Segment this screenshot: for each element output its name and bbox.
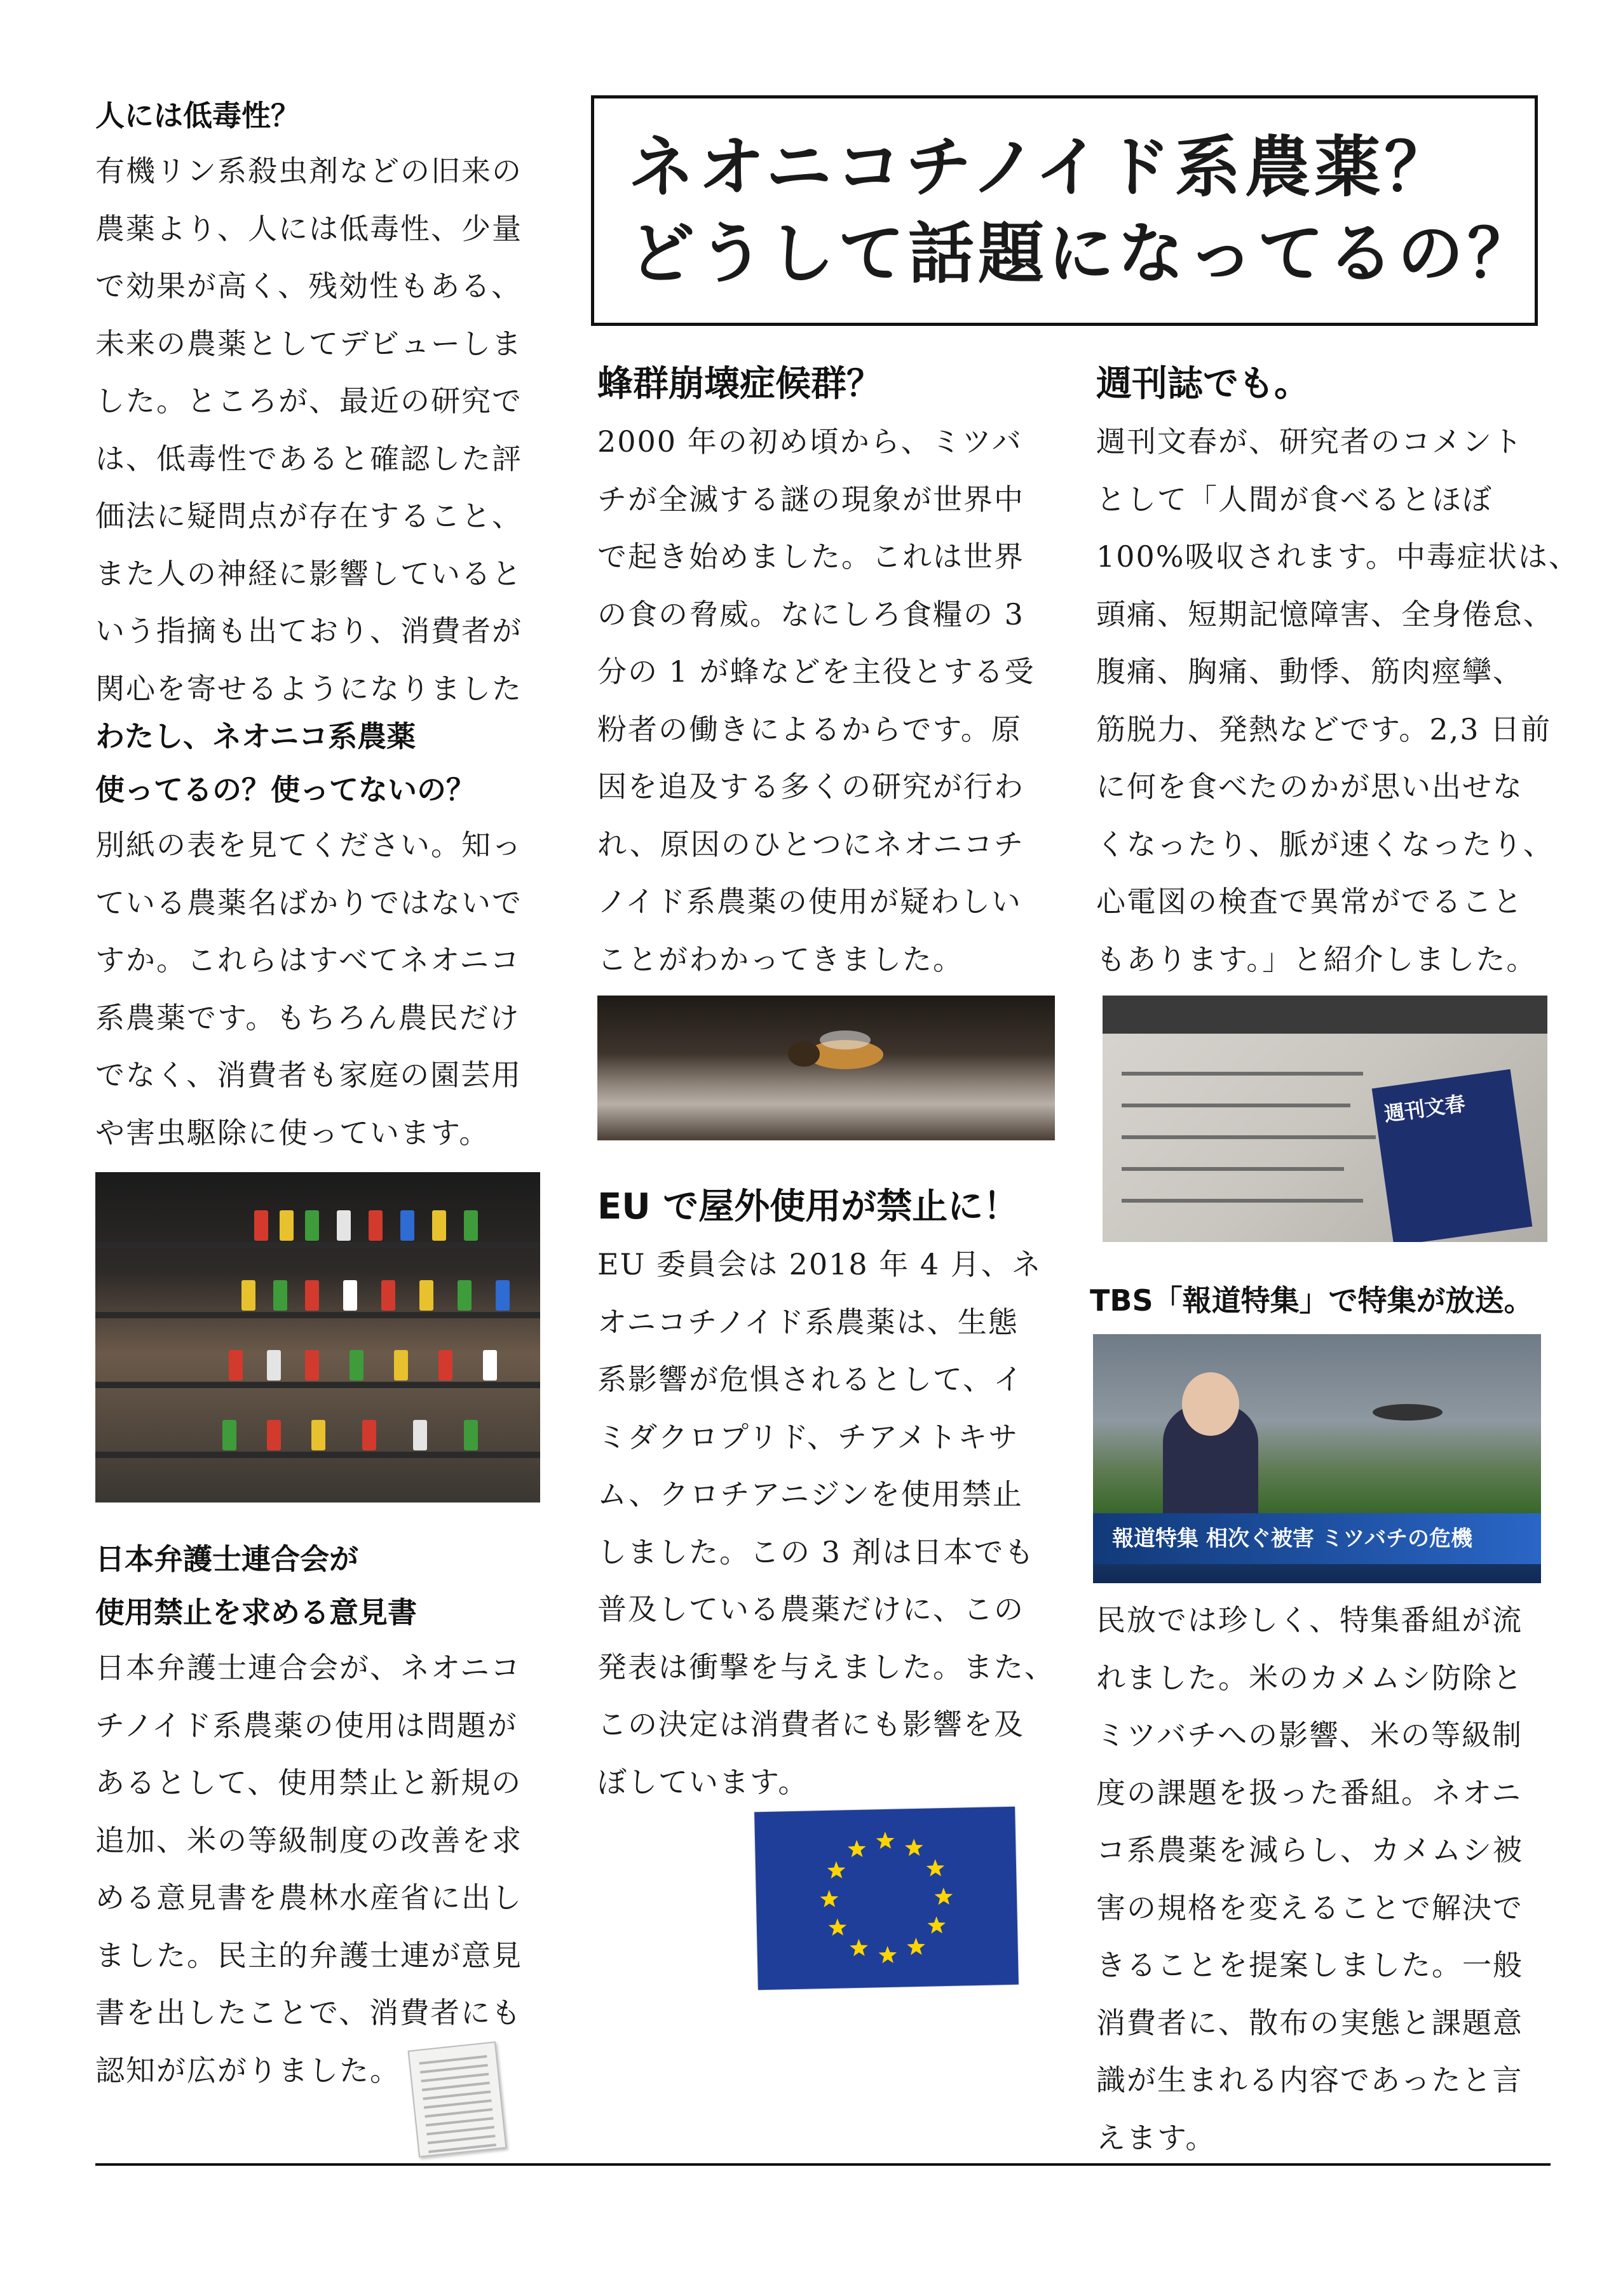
text-line: ている農薬名ばかりではないで [95,885,522,920]
eu-star-icon [907,1938,925,1955]
text-line: 農薬より、人には低毒性、少量 [95,211,522,246]
column-right-section2 [1090,1274,1560,1327]
heading-eu-ban: EU で屋外使用が禁止に！ [597,1186,1019,1227]
text-line: 頭痛、短期記憶障害、全身倦怠、 [1096,597,1554,631]
text-line: でなく、消費者も家庭の園芸用 [95,1058,522,1092]
text-line: EU 委員会は 2018 年 4 月、ネ [597,1247,1042,1281]
text-line: で効果が高く、残効性もある、 [95,269,522,303]
text-line: 有機リン系殺虫剤などの旧来の [95,154,522,188]
tv-caption: 報道特集 相次ぐ被害 ミツバチの危機 [1093,1513,1541,1564]
heading-weekly-magazine: 週刊誌でも。 [1096,363,1310,405]
text-line: 100%吸収されます。中毒症状は、 [1096,539,1579,574]
text-line: の食の脅威。なにしろ食糧の 3 [597,597,1024,631]
text-line: もあります。」と紹介しました。 [1096,942,1537,976]
text-line: 腹痛、胸痛、動悸、筋肉痙攣、 [1096,654,1523,689]
title-box [591,95,1538,326]
text-line: 発表は衝撃を与えました。また、 [597,1649,1055,1684]
text-line: める意見書を農林水産省に出し [95,1881,522,1915]
text-line: 害の規格を変えることで解決で [1096,1890,1523,1925]
eu-star-icon [827,1861,846,1879]
text-line: すか。これらはすべてネオニコ [95,943,521,977]
text-line: 心電図の検査で異常がでること [1096,884,1523,919]
eu-flag-icon [754,1807,1019,1990]
text-line: えます。 [1096,2120,1216,2155]
eu-star-icon [878,1946,897,1964]
column-left-section2 [95,710,553,1161]
text-line: 別紙の表を見てください。知っ [95,828,522,862]
text-line: 系農薬です。もちろん農民だけ [95,1000,520,1035]
text-line: チノイド系農薬の使用は問題が [95,1708,518,1743]
text-line: ミツバチへの影響、米の等級制 [1096,1718,1523,1752]
text-line: は、低毒性であると確認した評 [95,441,522,476]
text-line: れました。米のカメムシ防除と [1096,1660,1523,1695]
text-line: ム、クロチアニジンを使用禁止 [597,1477,1023,1511]
text-bar-association [95,1639,553,2099]
text-line: 2000 年の初め頃から、ミツバ [597,424,1022,459]
text-line: 系影響が危惧されるとして、イ [597,1362,1024,1396]
text-line: ノイド系農薬の使用が疑わしい [597,884,1022,919]
column-middle-section2 [597,1178,1068,1811]
magazine-label: 週刊文春 [1382,1091,1467,1126]
text-line: 関心を寄せるようになりました [95,671,522,706]
heading-bar-association-line1: 日本弁護士連合会が [95,1542,358,1576]
text-line: 書を出したことで、消費者にも [95,1995,522,2030]
text-colony-collapse [597,413,1068,988]
column-right [1096,356,1579,988]
text-line: 日本弁護士連合会が、ネオニコ [95,1651,522,1685]
text-line: しました。この 3 剤は日本でも [597,1534,1035,1569]
heading-low-toxicity: 人には低毒性？ [95,98,300,133]
text-line: 認知が広がりました。 [95,2053,400,2088]
heading-tbs-program: TBS「報道特集」で特集が放送。 [1090,1283,1533,1318]
eu-star-icon [828,1918,846,1936]
text-line: として「人間が食べるとほぼ [1096,482,1493,517]
text-line: また人の神経に影響していると [95,556,522,591]
text-eu-ban [597,1236,1068,1811]
text-line: ました。民主的弁護士連が意見 [95,1938,522,1973]
text-line: した。ところが、最近の研究で [95,384,522,418]
text-line: 民放では珍しく、特集番組が流 [1096,1603,1523,1637]
eu-star-icon [926,1859,944,1877]
text-line: 普及している農薬だけに、この [597,1592,1024,1626]
text-do-i-use [95,816,553,1161]
column-left [95,89,553,717]
text-line: チが全滅する謎の現象が世界中 [597,482,1024,517]
bottom-rule [95,2163,1551,2166]
column-left-section3 [95,1532,553,2099]
text-line: この決定は消費者にも影響を及 [597,1707,1024,1741]
page-title-line2: どうして話題になってるの？ [628,215,1538,292]
eu-star-icon [848,1840,866,1858]
page-title-line1: ネオニコチノイド系農薬？ [628,128,1455,206]
magazine-cover [1372,1069,1533,1242]
eu-star-icon [934,1887,953,1905]
text-line: ミダクロプリド、チアメトキサ [597,1419,1019,1454]
opinion-document-thumbnail [408,2041,507,2158]
text-tbs-program [1096,1591,1554,2166]
text-weekly-magazine [1096,413,1579,988]
honeybee-photo [597,996,1055,1140]
text-line: 識が生まれる内容であったと言 [1096,2063,1523,2097]
eu-star-icon [905,1839,923,1856]
text-line: 度の課題を扱った番組。ネオニ [1096,1775,1523,1810]
text-line: 価法に疑問点が存在すること、 [95,499,522,533]
heading-colony-collapse: 蜂群崩壊症候群？ [597,363,882,405]
text-line: 粉者の働きによるからです。原 [597,712,1022,746]
magazine-photo [1103,996,1547,1242]
text-line: で起き始めました。これは世界 [597,539,1024,574]
text-line: くなったり、脈が速くなったり、 [1096,827,1554,861]
heading-do-i-use-line1: わたし、ネオニコ系農薬 [95,719,416,753]
eu-star-icon [927,1916,946,1934]
text-line: あるとして、使用禁止と新規の [95,1766,522,1800]
text-line: 追加、米の等級制度の改善を求 [95,1823,522,1858]
text-line: に何を食べたのかが思い出せな [1096,769,1523,804]
text-line: 消費者に、散布の実態と課題意 [1096,2005,1523,2040]
text-line: いう指摘も出ており、消費者が [95,614,522,648]
text-low-toxicity [95,142,553,717]
text-line: れ、原因のひとつにネオニコチ [597,827,1024,861]
text-line: や害虫駆除に使っています。 [95,1115,490,1150]
tv-program-screenshot [1093,1334,1541,1583]
column-middle [597,356,1068,988]
eu-star-icon [820,1890,838,1908]
text-line: 週刊文春が、研究者のコメント [1096,424,1523,459]
text-line: 分の 1 が蜂などを主役とする受 [597,654,1035,689]
text-line: オニコチノイド系農薬は、生態 [597,1304,1019,1339]
eu-star-icon [850,1939,868,1957]
text-line: コ系農薬を減らし、カメムシ被 [1096,1833,1523,1867]
column-right-section3 [1096,1591,1554,2166]
heading-do-i-use-line2: 使ってるの？使ってないの？ [95,773,475,807]
eu-star-icon [876,1832,895,1849]
text-line: ぼしています。 [597,1764,809,1799]
text-line: 未来の農薬としてデビューしま [95,326,522,361]
text-line: ことがわかってきました。 [597,942,963,976]
text-line: きることを提案しました。一般 [1096,1948,1523,1982]
store-shelf-photo [95,1172,540,1503]
text-line: 筋脱力、発熱などです。2,3 日前 [1096,712,1552,746]
text-line: 因を追及する多くの研究が行わ [597,769,1024,804]
heading-bar-association-line2: 使用禁止を求める意見書 [95,1595,417,1630]
